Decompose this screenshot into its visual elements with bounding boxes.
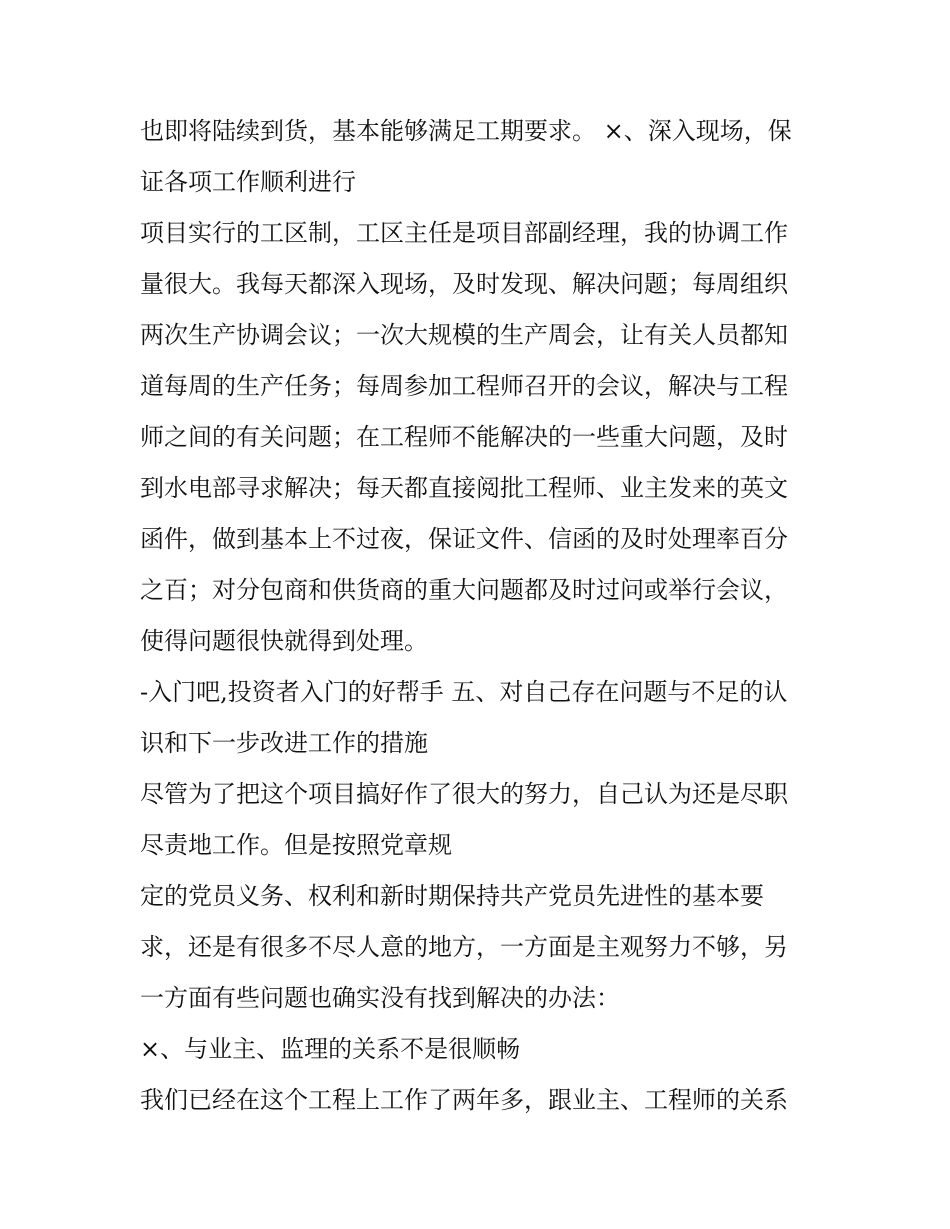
text-line: 求，还是有很多不尽人意的地方，一方面是主观努力不够，另 (140, 933, 788, 961)
text-line: 一方面有些问题也确实没有找到解决的办法： (140, 984, 620, 1012)
text-line: 函件，做到基本上不过夜，保证文件、信函的及时处理率百分 (140, 525, 788, 553)
text-line: ×、与业主、监理的关系不是很顺畅 (140, 1035, 521, 1063)
text-line: 尽管为了把这个项目搞好作了很大的努力，自己认为还是尽职 (140, 780, 788, 808)
text-line: 定的党员义务、权利和新时期保持共产党员先进性的基本要 (140, 882, 764, 910)
text-line: 到水电部寻求解决；每天都直接阅批工程师、业主发来的英文 (140, 474, 788, 502)
text-line: 我们已经在这个工程上工作了两年多，跟业主、工程师的关系 (140, 1086, 788, 1114)
text-line: 识和下一步改进工作的措施 (140, 729, 428, 757)
text-line: -入门吧,投资者入门的好帮手 五、对自己存在问题与不足的认 (140, 678, 788, 706)
text-line: 之百；对分包商和供货商的重大问题都及时过问或举行会议， (140, 576, 788, 604)
text-line: 项目实行的工区制，工区主任是项目部副经理，我的协调工作 (140, 219, 788, 247)
text-line: 使得问题很快就得到处理。 (140, 627, 428, 655)
text-line: 师之间的有关问题；在工程师不能解决的一些重大问题，及时 (140, 423, 788, 451)
document-body (140, 106, 820, 1126)
text-line: 尽责地工作。但是按照党章规 (140, 831, 452, 859)
text-line: 证各项工作顺利进行 (140, 168, 356, 196)
text-line: 也即将陆续到货，基本能够满足工期要求。 ×、深入现场，保 (140, 117, 792, 145)
text-line: 量很大。我每天都深入现场，及时发现、解决问题；每周组织 (140, 270, 788, 298)
text-line: 道每周的生产任务；每周参加工程师召开的会议，解决与工程 (140, 372, 788, 400)
text-line: 两次生产协调会议；一次大规模的生产周会，让有关人员都知 (140, 321, 788, 349)
